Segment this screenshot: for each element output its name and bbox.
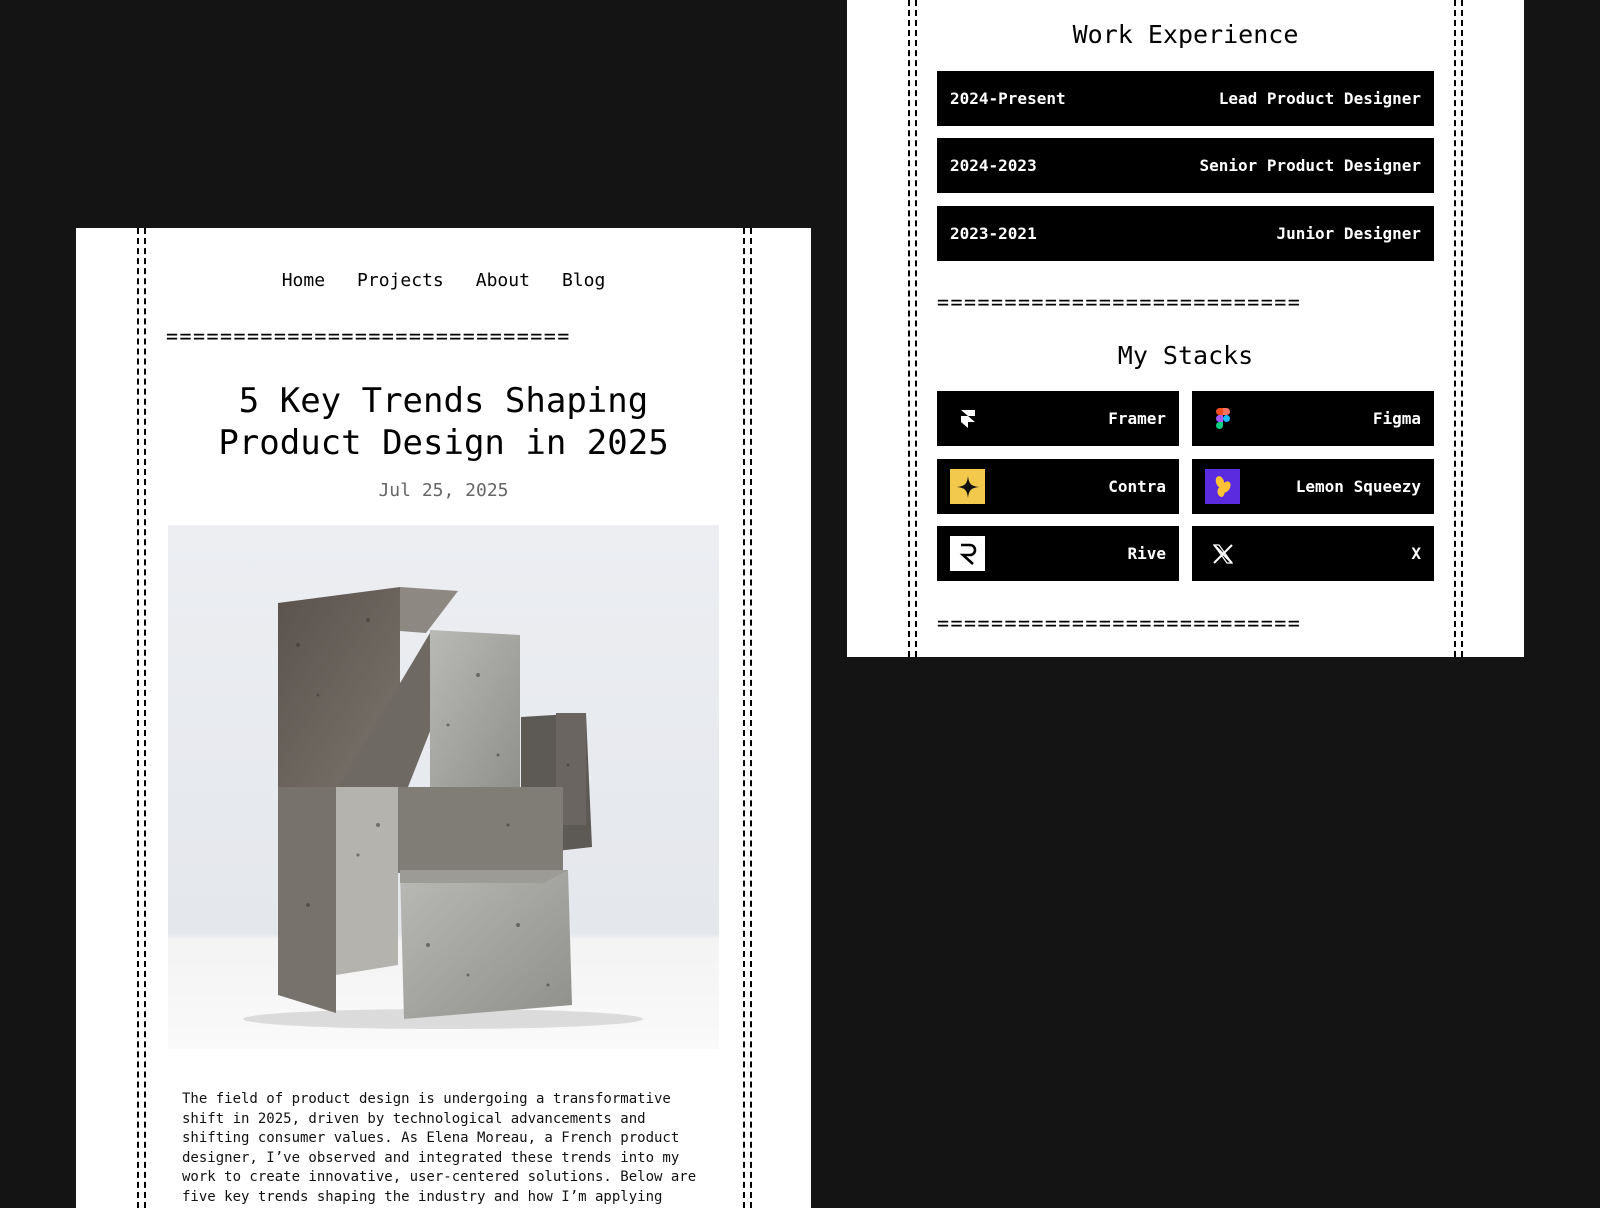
experience-period: 2024-2023 (950, 156, 1037, 175)
post-title: 5 Key Trends Shaping Product Design in 2025 (218, 381, 669, 463)
framer-icon (950, 401, 985, 436)
stack-item-rive[interactable] (937, 526, 1179, 581)
dashed-rail-right (743, 228, 752, 1208)
stack-item-x[interactable] (1192, 526, 1434, 581)
nav-blog[interactable]: Blog (561, 270, 606, 291)
hero-image (168, 525, 719, 1049)
rive-icon (950, 536, 985, 571)
experience-role: Junior Designer (1276, 224, 1421, 243)
stack-label: X (1411, 544, 1421, 563)
experience-row[interactable] (937, 206, 1434, 261)
stack-item-figma[interactable] (1192, 391, 1434, 446)
dashed-rail-left (908, 0, 917, 657)
stack-label: Framer (1108, 409, 1166, 428)
nav-projects[interactable]: Projects (357, 270, 444, 291)
my-stacks-title: My Stacks (1117, 341, 1254, 370)
stack-label: Contra (1108, 477, 1166, 496)
experience-role: Lead Product Designer (1218, 89, 1421, 108)
nav-about[interactable]: About (475, 270, 530, 291)
experience-row[interactable] (937, 138, 1434, 193)
stack-item-framer[interactable] (937, 391, 1179, 446)
separator: =========================== (937, 613, 1302, 633)
stack-label: Rive (1127, 544, 1166, 563)
resume-card (847, 0, 1524, 657)
separator: =========================== (937, 292, 1302, 312)
x-icon (1205, 536, 1240, 571)
experience-period: 2023-2021 (950, 224, 1037, 243)
stack-item-contra[interactable] (937, 459, 1179, 514)
post-date: Jul 25, 2025 (378, 480, 509, 501)
concrete-sculpture-illustration (168, 525, 719, 1049)
figma-icon (1205, 401, 1240, 436)
stack-label: Lemon Squeezy (1295, 477, 1421, 496)
separator: ============================== (166, 326, 571, 346)
experience-row[interactable] (937, 71, 1434, 126)
work-experience-title: Work Experience (1072, 20, 1299, 49)
dashed-rail-right (1454, 0, 1463, 657)
contra-icon (950, 469, 985, 504)
experience-role: Senior Product Designer (1199, 156, 1421, 175)
dashed-rail-left (137, 228, 146, 1208)
lemon-squeezy-icon (1205, 469, 1240, 504)
main-nav (76, 270, 811, 294)
nav-home[interactable]: Home (281, 270, 326, 291)
stack-item-lemon-squeezy[interactable] (1192, 459, 1434, 514)
blog-post-card (76, 228, 811, 1208)
post-body: The field of product design is undergoing a transformative shift in 2025, driven by technological advancements and shifting consumer values. As Elena Moreau, a French product designer, I’ve observed and integrated these trends into my work to create innovative, user-centered solutions. Below are five key trends shaping the industry and how I’m applying (182, 1091, 697, 1205)
stack-label: Figma (1372, 409, 1421, 428)
experience-period: 2024-Present (950, 89, 1066, 108)
